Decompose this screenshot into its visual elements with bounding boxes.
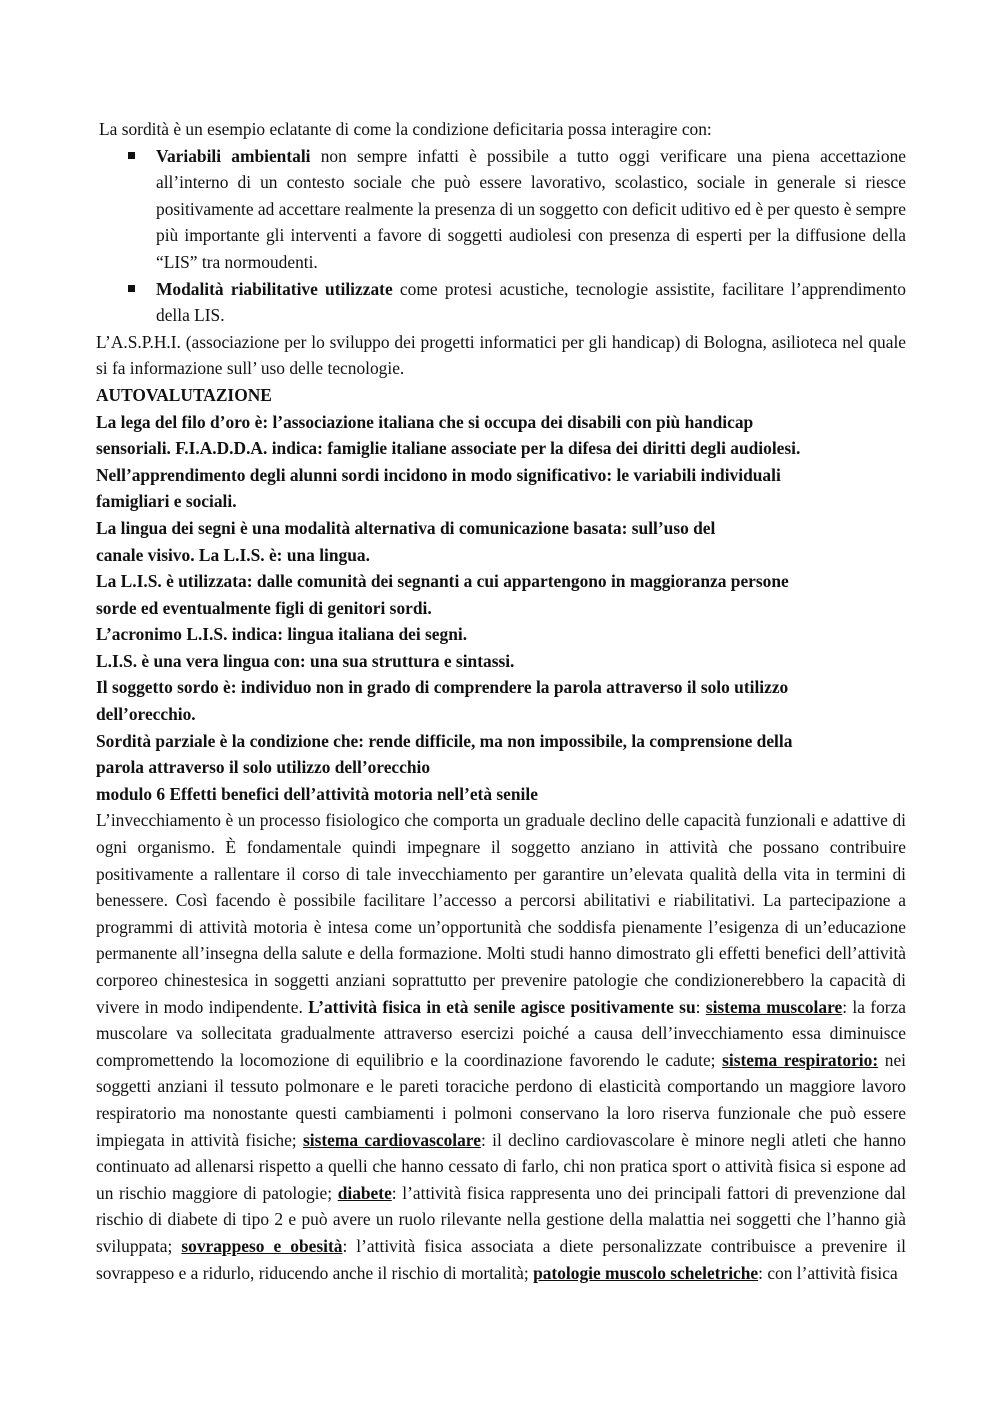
qa-line: canale visivo. La L.I.S. è: una lingua.: [96, 544, 370, 565]
autovalutazione-heading: AUTOVALUTAZIONE: [96, 384, 272, 405]
module-text: L’invecchiamento è un processo fisiologico che comporta un graduale declino delle capacità funzionali e adattive di ogni organismo. È fondamentale quindi impegnare il soggetto anziano in attività che possano contribuire positivamente a rallentare il corso di tale invecchiamento per garantire un’elevata qualità della vita in termini di benessere. Così facendo è possibile facilitare l’accesso a percorsi abilitativi e riabilitativi. La partecipazione a programmi di attività motoria è intesa come un’opportunità che soddisfa pienamente l’esigenza di un’educazione permanente all’insegna della salute e della formazione. Molti studi hanno dimostrato gli effetti benefici dell’attività corporeo chinestesica in soggetti anziani soprattutto per prevenire patologie che condizionerebbero la capacità di vivere in modo indipendente.: [96, 810, 906, 1017]
module-text: : l’attività fisica rappresenta uno dei principali fattori di prevenzione dal rischio di diabete di tipo 2 e può avere un ruolo rilevante nella gestione della malattia nei soggetti che l’hanno già sviluppata;: [96, 1182, 906, 1256]
qa-line: dell’orecchio.: [96, 704, 196, 725]
term-sistema-respiratorio: sistema respiratorio:: [722, 1049, 879, 1070]
module-text: nei soggetti anziani il tessuto polmonare e le pareti toraciche perdono di elasticità comportando un maggiore lavoro respiratorio ma nonostante questi cambiamenti i polmoni conservano la loro riserva funzionale che può essere impiegata in attività fisiche;: [96, 1049, 906, 1150]
qa-line: Nell’apprendimento degli alunni sordi incidono in modo significativo: le variabili individuali: [96, 464, 781, 485]
qa-line: L.I.S. è una vera lingua con: una sua struttura e sintassi.: [96, 650, 515, 671]
bullet-item-modalita-riabilitative: [96, 276, 906, 329]
autovalutazione-block: [96, 409, 906, 781]
term-patologie-muscolo-scheletriche: patologie muscolo scheletriche: [533, 1262, 759, 1283]
qa-line: Sordità parziale è la condizione che: rende difficile, ma non impossibile, la comprensione della: [96, 730, 793, 751]
module-text: : con l’attività fisica: [758, 1262, 898, 1283]
module-body-paragraph: [96, 807, 906, 1286]
intro-line: La sordità è un esempio eclatante di come la condizione deficitaria possa interagire con:: [99, 119, 712, 139]
asphi-paragraph: L’A.S.P.H.I. (associazione per lo sviluppo dei progetti informatici per gli handicap) di Bologna, asilioteca nel quale si fa informazione sull’ uso delle tecnologie.: [96, 331, 906, 379]
square-bullet-icon: [128, 152, 135, 159]
term-sistema-cardiovascolare: sistema cardiovascolare: [302, 1129, 481, 1150]
document-page: [96, 116, 906, 1286]
module-text: : la forza muscolare va sollecitata gradualmente attraverso esercizi poiché a causa dell’invecchiamento essa diminuisce compromettendo la locomozione di equilibrio e la coordinazione favorendo le cadute;: [96, 996, 907, 1070]
module-title: modulo 6 Effetti benefici dell’attività motoria nell’età senile: [96, 783, 538, 804]
qa-line: famigliari e sociali.: [96, 491, 237, 512]
qa-line: La L.I.S. è utilizzata: dalle comunità dei segnanti a cui appartengono in maggioranza persone: [96, 571, 789, 592]
bullet-text: come protesi acustiche, tecnologie assistite, facilitare l’apprendimento della LIS.: [156, 278, 907, 326]
term-sistema-muscolare: sistema muscolare: [705, 996, 843, 1017]
bullet-term: Modalità riabilitative utilizzate: [156, 278, 393, 299]
qa-line: sorde ed eventualmente figli di genitori sordi.: [96, 597, 432, 618]
qa-line: La lega del filo d’oro è: l’associazione italiana che si occupa dei disabili con più handicap: [96, 411, 754, 432]
bullet-list: [96, 143, 906, 329]
module-text: : il declino cardiovascolare è minore negli atleti che hanno continuato ad allenarsi rispetto a quelli che hanno cessato di farlo, chi non pratica sport o attività fisica si espone ad un rischio maggiore di patologie;: [96, 1129, 906, 1203]
qa-line: sensoriali. F.I.A.D.D.A. indica: famiglie italiane associate per la difesa dei diritti degli audiolesi.: [96, 438, 801, 459]
module-text: : l’attività fisica associata a diete personalizzate contribuisce a prevenire il sovrappeso e a ridurlo, riducendo anche il rischio di mortalità;: [96, 1235, 906, 1283]
bullet-item-variabili-ambientali: [96, 143, 906, 276]
qa-line: L’acronimo L.I.S. indica: lingua italiana dei segni.: [96, 624, 468, 645]
qa-line: La lingua dei segni è una modalità alternativa di comunicazione basata: sull’uso del: [96, 517, 716, 538]
bullet-text: non sempre infatti è possibile a tutto oggi verificare una piena accettazione all’interno di un contesto sociale che può essere lavorativo, scolastico, sociale in generale si riesce positivamente ad accettare realmente la presenza di un soggetto con deficit uditivo ed è per questo è sempre più importante gli interventi a favore di soggetti audiolesi con presenza di esperti per la diffusione della “LIS” tra normoudenti.: [156, 145, 906, 272]
bold-statement: L’attività fisica in età senile agisce positivamente su: [308, 996, 696, 1017]
qa-line: parola attraverso il solo utilizzo dell’orecchio: [96, 757, 431, 778]
bullet-term: Variabili ambientali: [156, 145, 311, 166]
qa-line: Il soggetto sordo è: individuo non in grado di comprendere la parola attraverso il solo utilizzo: [96, 677, 789, 698]
term-sovrappeso-obesita: sovrappeso e obesità: [181, 1235, 343, 1256]
term-diabete: diabete: [337, 1182, 392, 1203]
punct: :: [695, 996, 706, 1017]
square-bullet-icon: [128, 285, 135, 292]
